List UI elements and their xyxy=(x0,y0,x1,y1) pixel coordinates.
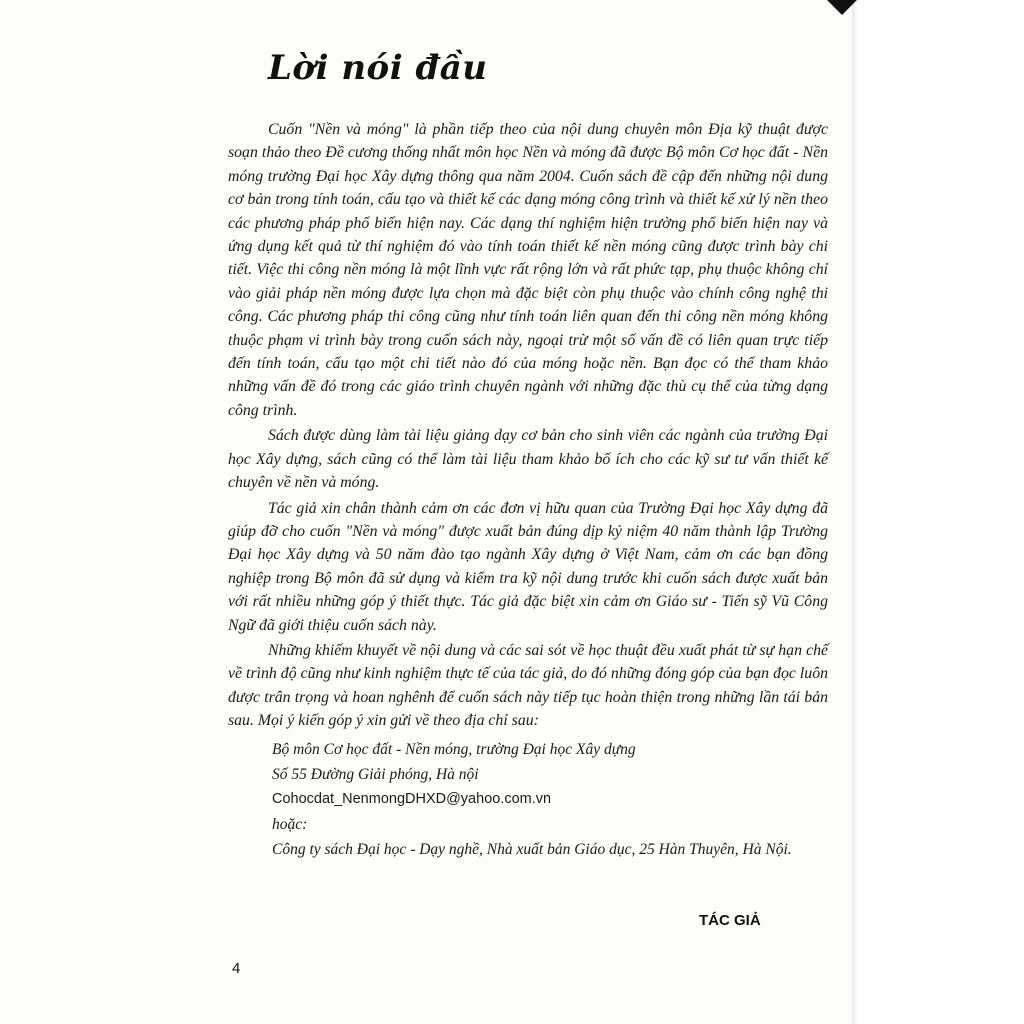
page-title: Lời nói đầu xyxy=(268,48,488,88)
address-line-publisher: Công ty sách Đại học - Dạy nghề, Nhà xuất bản Giáo dục, 25 Hàn Thuyên, Hà Nội. xyxy=(272,840,792,858)
page-edge-shadow xyxy=(852,0,858,1024)
page-number: 4 xyxy=(232,960,241,977)
paragraph-1: Cuốn "Nền và móng" là phần tiếp theo của nội dung chuyên môn Địa kỹ thuật được soạn thảo theo Đề cương thống nhất môn học Nền và móng đã được Bộ môn Cơ học đất - Nền móng trường Đại học Xây dựng thông qua năm 2004. Cuốn sách đề cập đến những nội dung cơ bản trong tính toán, cấu tạo và thiết kế các dạng móng công trình và thiết kế xử lý nền theo các phương pháp phổ biến hiện nay. Các dạng thí nghiệm hiện trường phổ biến hiện nay và ứng dụng kết quả từ thí nghiệm đó vào tính toán thiết kế nền móng cũng được trình bày chi tiết. Việc thi công nền móng là một lĩnh vực rất rộng lớn và rất phức tạp, phụ thuộc không chỉ vào giải pháp nền móng được lựa chọn mà đặc biệt còn phụ thuộc vào chính công nghệ thi công. Các phương pháp thi công cũng như tính toán liên quan đến thi công nền móng không thuộc phạm vi trình bày trong cuốn sách này, ngoại trừ một số vấn đề có liên quan trực tiếp đến tính toán, cấu tạo một chi tiết nào đó của móng hoặc nền. Bạn đọc có thể tham khảo những vấn đề đó trong các giáo trình chuyên ngành với những đặc thù cụ thể của từng dạng công trình. xyxy=(228,121,828,419)
address-line-department: Bộ môn Cơ học đất - Nền móng, trường Đại học Xây dựng xyxy=(272,740,636,758)
page-margin-right xyxy=(854,0,1024,1024)
paragraph-3: Tác giả xin chân thành cảm ơn các đơn vị hữu quan của Trường Đại học Xây dựng đã giúp đỡ cho cuốn "Nền và móng" được xuất bản đúng dịp kỷ niệm 40 năm thành lập Trường Đại học Xây dựng và 50 năm đào tạo ngành Xây dựng ở Việt Nam, cảm ơn các bạn đồng nghiệp trong Bộ môn đã sử dụng và kiểm tra kỹ nội dung trước khi cuốn sách được xuất bản với rất nhiều những góp ý thiết thực. Tác giả đặc biệt xin cảm ơn Giáo sư - Tiến sỹ Vũ Công Ngữ đã giới thiệu cuốn sách này. xyxy=(228,499,828,634)
paragraph-2: Sách được dùng làm tài liệu giảng dạy cơ bản cho sinh viên các ngành của trường Đại học Xây dựng, sách cũng có thể làm tài liệu tham khảo bổ ích cho các kỹ sư tư vấn thiết kế chuyên về nền và móng. xyxy=(228,427,828,492)
contact-address xyxy=(272,737,828,862)
address-line-street: Số 55 Đường Giải phóng, Hà nội xyxy=(272,765,479,783)
address-email: Cohocdat_NenmongDHXD@yahoo.com.vn xyxy=(272,790,552,807)
paragraph-4: Những khiếm khuyết về nội dung và các sai sót về học thuật đều xuất phát từ sự hạn chế về trình độ cũng như kinh nghiệm thực tế của tác giả, do đó những đóng góp của bạn đọc luôn được trân trọng và hoan nghênh để cuốn sách này tiếp tục hoàn thiện trong những lần tái bản sau. Mọi ý kiến góp ý xin gửi về theo địa chỉ sau: xyxy=(228,641,828,730)
address-or: hoặc: xyxy=(272,815,308,833)
author-signature: TÁC GIẢ xyxy=(699,912,761,929)
page-content xyxy=(228,40,828,862)
